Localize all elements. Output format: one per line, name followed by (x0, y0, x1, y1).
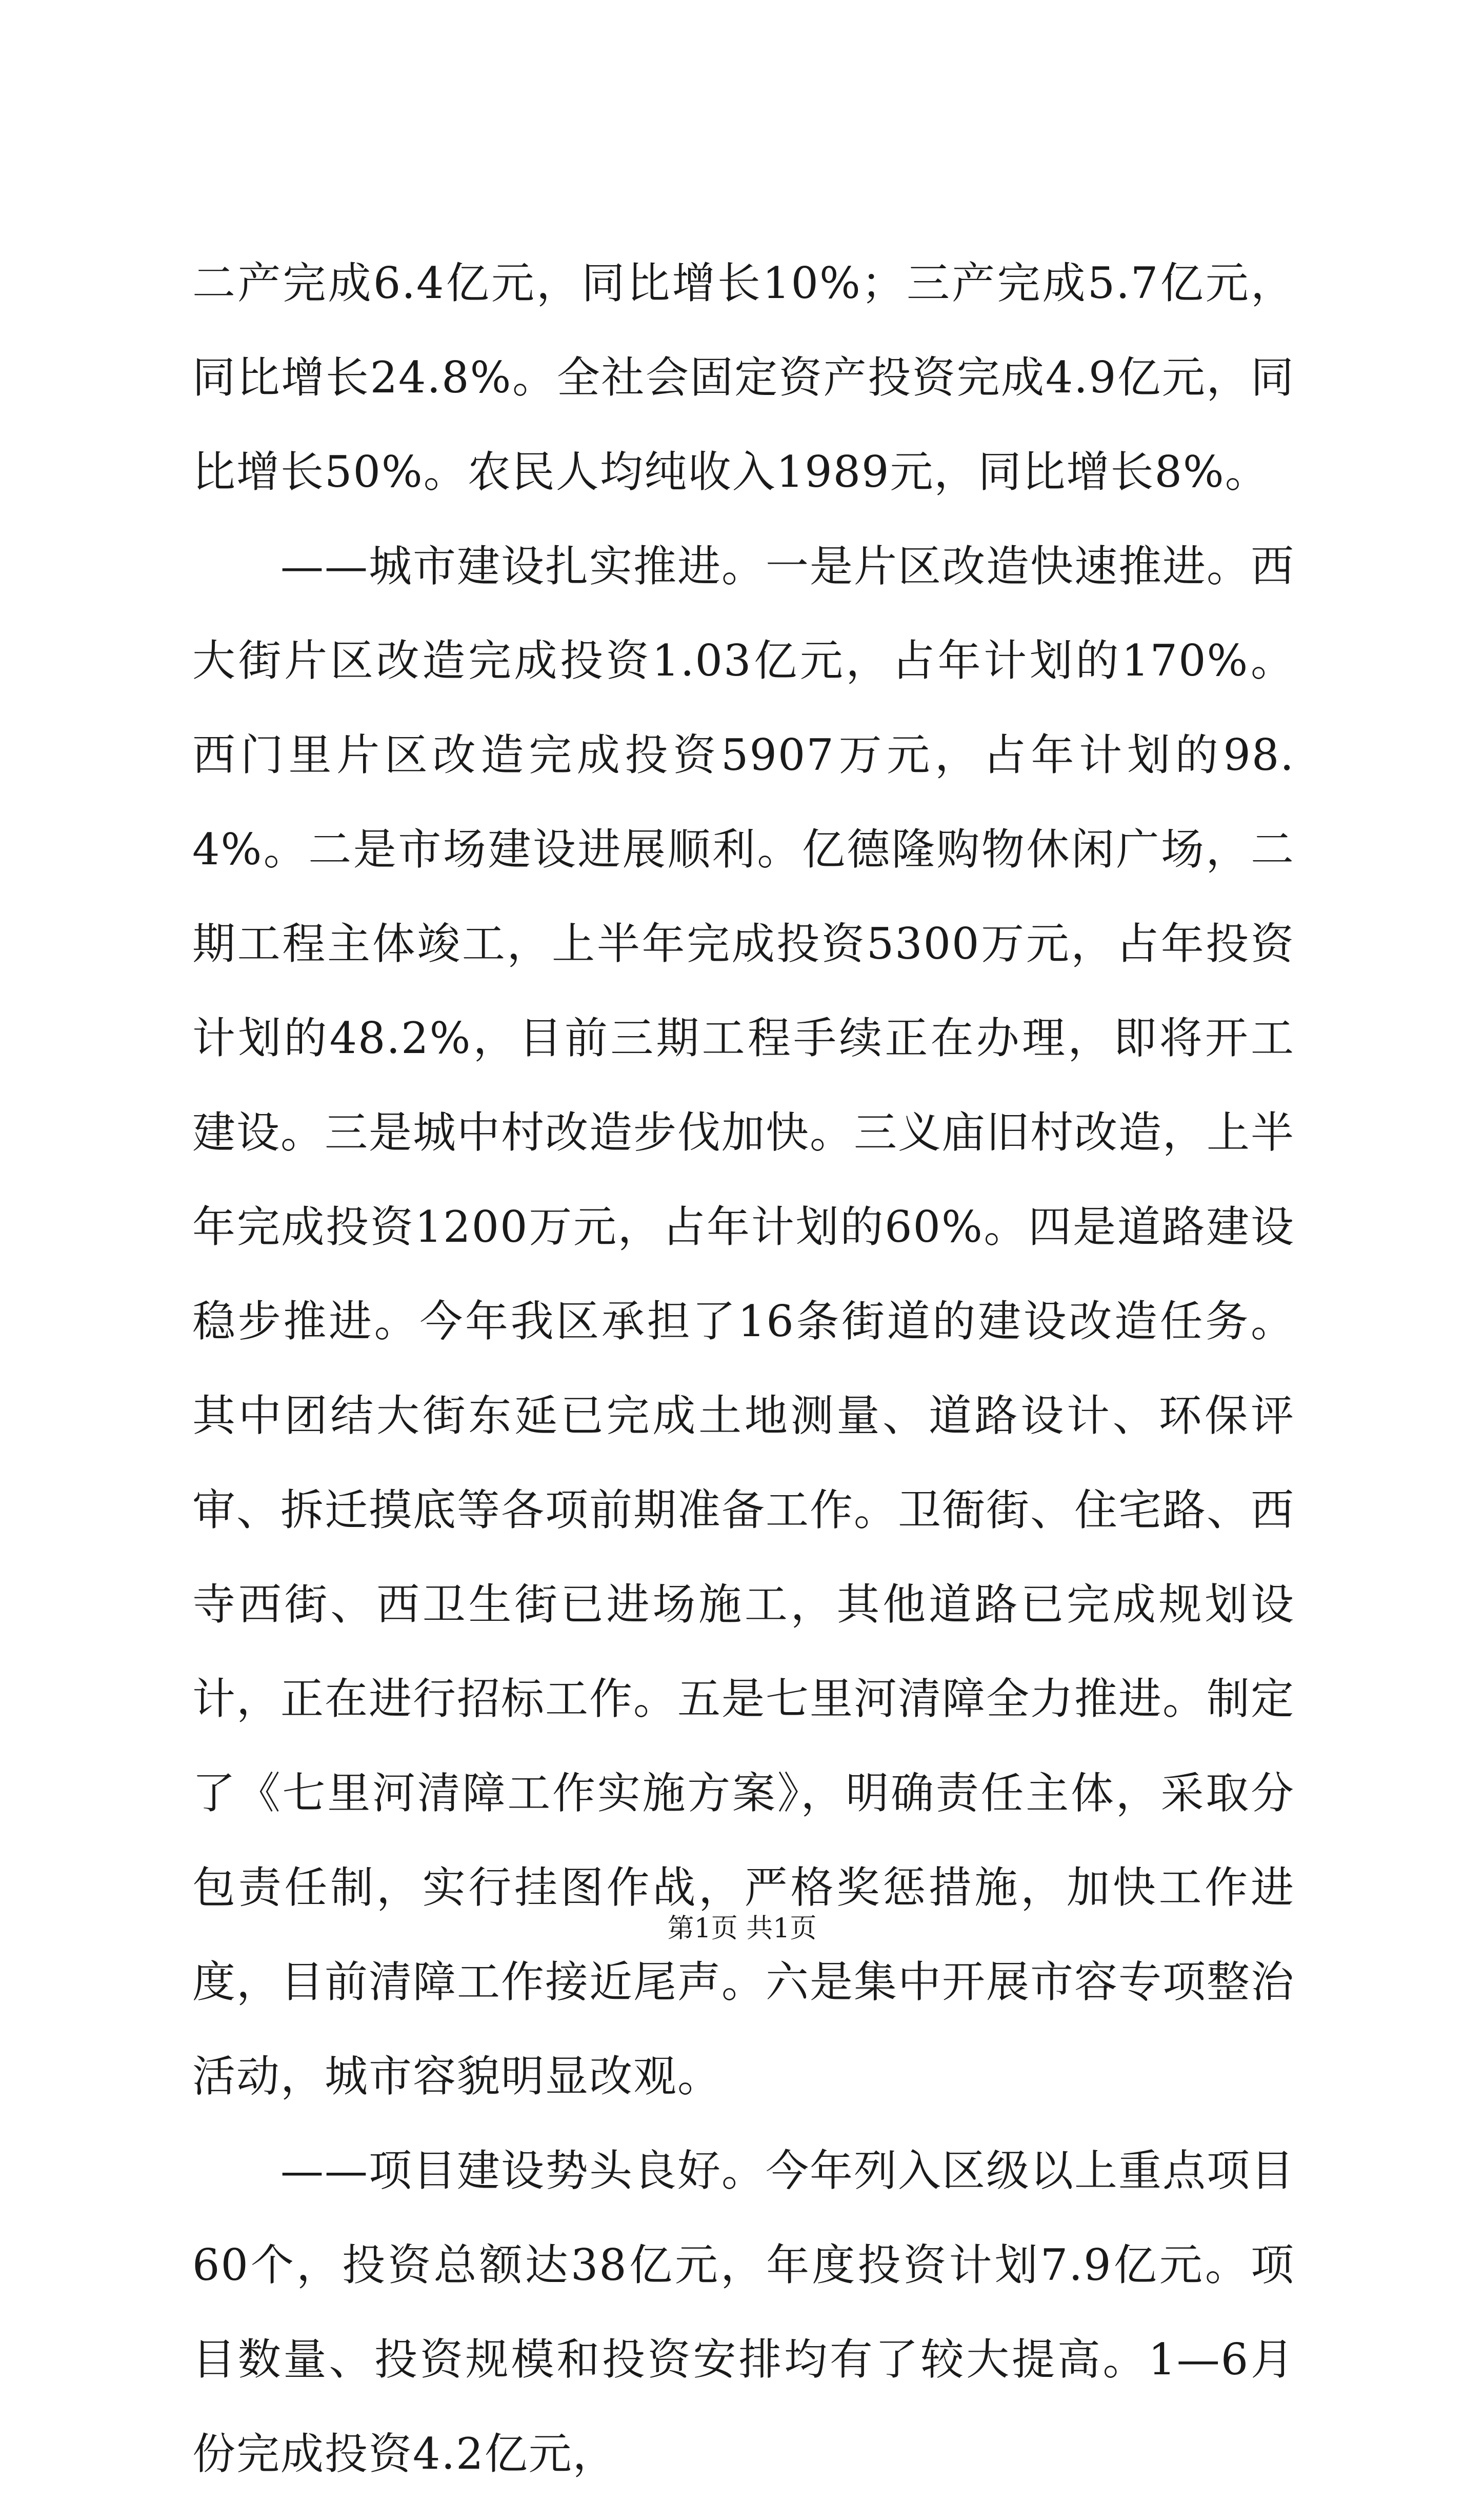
paragraph-3: ——项目建设势头良好。今年列入区级以上重点项目60个，投资总额达38亿元，年度投资计划7.9亿元。项目数量、投资规模和投资安排均有了较大提高。1—6月份完成投资4.2亿元， (192, 2146, 1295, 2479)
paragraph-2: ——城市建设扎实推进。一是片区改造快速推进。西大街片区改造完成投资1.03亿元，占年计划的170%。西门里片区改造完成投资5907万元，占年计划的98.4%。二是市场建设进展顺利。亿德隆购物休闲广场，二期工程主体竣工，上半年完成投资5300万元，占年投资计划的48.2%，目前三期工程手续正在办理，即将开工建设。三是城中村改造步伐加快。三义庙旧村改造，上半年完成投资1200万元，占年计划的60%。四是道路建设稳步推进。今年我区承担了16条街道的建设改造任务。其中团结大街东延已完成土地测量、道路设计、环保评审、拆迁摸底等各项前期准备工作。卫衙街、住宅路、西寺西街、西卫生街已进场施工，其他道路已完成规划设计，正在进行招标工作。五是七里河清障全力推进。制定了《七里河清障工作实施方案》，明确责任主体，采取分包责任制，实行挂图作战，严格奖惩措施，加快工作进度，目前清障工作接近尾声。六是集中开展市容专项整治活动，城市容貌明显改观。 (192, 541, 1295, 2101)
page-footer: 第1页 共1页 (667, 1913, 817, 1944)
document-body (192, 236, 1295, 2501)
paragraph-1: 二产完成6.4亿元，同比增长10%；三产完成5.7亿元，同比增长24.8%。全社会固定资产投资完成4.9亿元，同比增长50%。农民人均纯收入1989元，同比增长8%。 (192, 258, 1295, 497)
